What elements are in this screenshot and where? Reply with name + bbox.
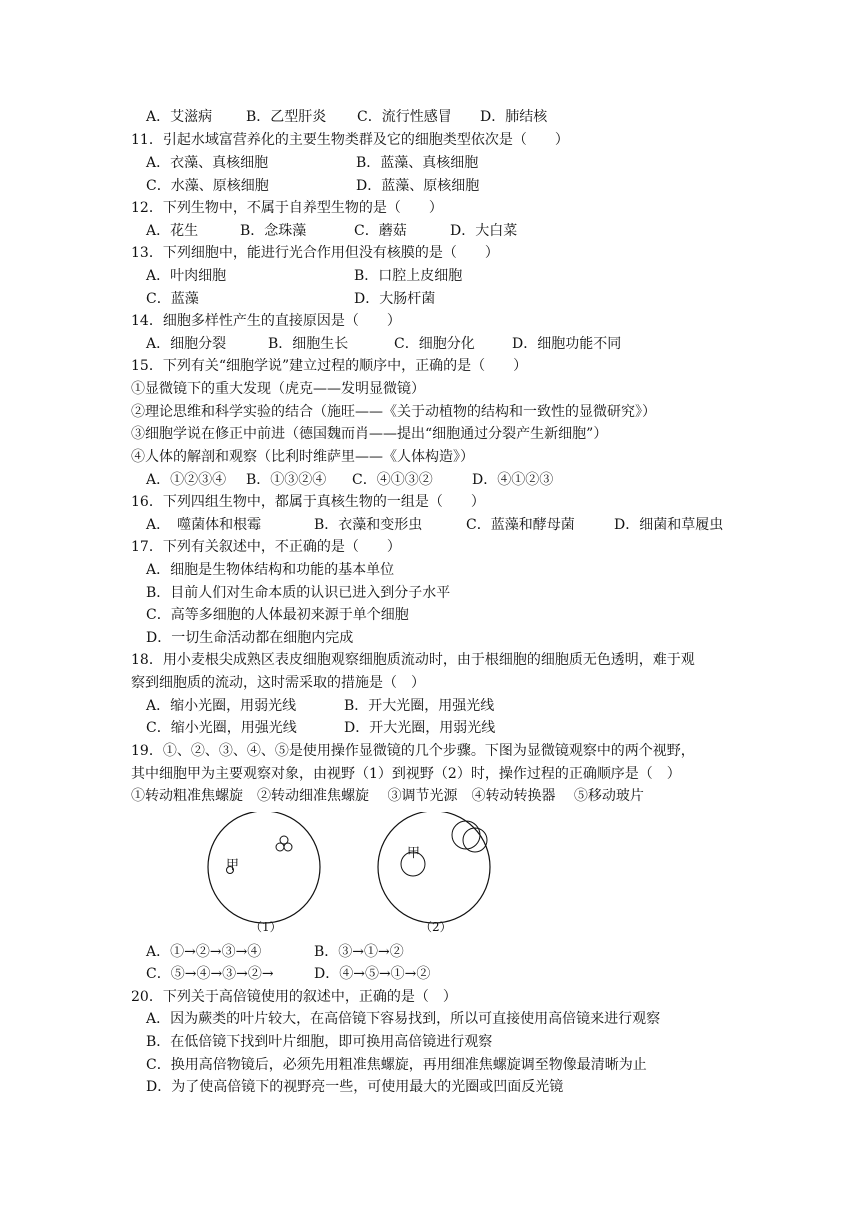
- q10-option-d: D．肺结核: [480, 109, 548, 125]
- q14-option-c: C．细胞分化: [394, 336, 475, 352]
- q13-option-a: A．叶肉细胞: [146, 268, 227, 284]
- field-2-label-jia: 甲: [407, 846, 421, 861]
- field-1-cell-right: [284, 843, 292, 851]
- field-2-caption: （2）: [420, 920, 452, 934]
- q12-option-a: A．花生: [146, 223, 199, 239]
- q19-stem-line-2: 其中细胞甲为主要观察对象，由视野（1）到视野（2）时，操作过程的正确顺序是（ ）: [131, 766, 681, 782]
- q20-option-b: B．在低倍镜下找到叶片细胞，即可换用高倍镜进行观察: [146, 1034, 493, 1050]
- q17-option-d: D．一切生命活动都在细胞内完成: [146, 630, 354, 646]
- q14-stem: 14．细胞多样性产生的直接原因是（ ）: [131, 313, 401, 329]
- q10-option-c: C．流行性感冒: [357, 109, 452, 125]
- q17-option-b: B．目前人们对生命本质的认识已进入到分子水平: [146, 585, 451, 601]
- field-1-circle: [208, 812, 320, 923]
- q15-option-c: C．④①③②: [352, 472, 433, 488]
- q15-option-d: D．④①②③: [472, 472, 554, 488]
- q15-stem: 15．下列有关“细胞学说”建立过程的顺序中，正确的是（ ）: [131, 358, 528, 374]
- q20-option-d: D．为了使高倍镜下的视野亮一些，可使用最大的光圈或凹面反光镜: [146, 1079, 564, 1095]
- q13-option-b: B．口腔上皮细胞: [354, 268, 463, 284]
- q18-option-c: C．缩小光圈，用强光线: [146, 720, 297, 736]
- q20-option-c: C．换用高倍物镜后，必须先用粗准焦螺旋，再用细准焦螺旋调至物像最清晰为止: [146, 1057, 647, 1073]
- q14-option-b: B．细胞生长: [268, 336, 349, 352]
- field-1-caption: （1）: [250, 920, 282, 934]
- field-2-circle: [378, 812, 490, 923]
- q19-option-c: C．⑤→④→③→②→: [146, 966, 274, 982]
- q15-option-b: B．①③②④: [246, 472, 327, 488]
- q11-option-d: D．蓝藻、原核细胞: [356, 178, 480, 194]
- q11-stem: 11．引起水域富营养化的主要生物类群及它的细胞类型依次是（ ）: [131, 132, 569, 148]
- q19-option-a: A．①→②→③→④: [146, 944, 262, 960]
- q18-option-a: A．缩小光圈，用弱光线: [146, 698, 297, 714]
- q17-stem: 17．下列有关叙述中，不正确的是（ ）: [131, 539, 401, 555]
- field-1-cell-left: [276, 843, 284, 851]
- q15-item-4: ④人体的解剖和观察（比利时维萨里——《人体构造》）: [131, 449, 474, 465]
- q12-option-d: D．大白菜: [450, 223, 518, 239]
- q12-stem: 12．下列生物中，不属于自养型生物的是（ ）: [131, 200, 443, 216]
- q13-stem: 13．下列细胞中，能进行光合作用但没有核膜的是（ ）: [131, 245, 499, 261]
- microscope-fields-figure: [200, 812, 500, 936]
- q17-option-a: A．细胞是生物体结构和功能的基本单位: [146, 562, 395, 578]
- field-2-cell-big: [452, 821, 480, 849]
- q11-option-b: B．蓝藻、真核细胞: [356, 155, 479, 171]
- q11-option-c: C．水藻、原核细胞: [146, 178, 269, 194]
- q15-item-3: ③细胞学说在修正中前进（德国魏而肖——提出“细胞通过分裂产生新细胞”）: [131, 426, 608, 442]
- q10-option-b: B．乙型肝炎: [246, 109, 327, 125]
- q19-stem-line-1: 19．①、②、③、④、⑤是使用操作显微镜的几个步骤。下图为显微镜观察中的两个视野，: [131, 743, 695, 759]
- q18-option-b: B．开大光圈，用强光线: [344, 698, 495, 714]
- q15-item-1: ①显微镜下的重大发现（虎克——发明显微镜）: [131, 381, 425, 397]
- q18-stem-line-1: 18．用小麦根尖成熟区表皮细胞观察细胞质流动时，由于根细胞的细胞质无色透明，难于观: [131, 652, 695, 668]
- q15-option-a: A．①②③④: [146, 472, 227, 488]
- q16-option-d: D．细菌和草履虫: [614, 517, 724, 533]
- q10-option-a: A．艾滋病: [146, 109, 213, 125]
- q16-option-c: C．蓝藻和酵母菌: [466, 517, 575, 533]
- field-1-label-jia: 甲: [226, 858, 240, 873]
- q17-option-c: C．高等多细胞的人体最初来源于单个细胞: [146, 607, 409, 623]
- q12-option-c: C．蘑菇: [354, 223, 407, 239]
- q19-option-b: B．③→①→②: [314, 944, 404, 960]
- fields-drawing: [200, 812, 500, 936]
- q19-steps: ①转动粗准焦螺旋 ②转动细准焦螺旋 ③调节光源 ④转动转换器 ⑤移动玻片: [131, 788, 644, 804]
- q15-item-2: ②理论思维和科学实验的结合（施旺——《关于动植物的结构和一致性的显微研究》）: [131, 404, 656, 420]
- q13-option-d: D．大肠杆菌: [354, 291, 436, 307]
- q18-option-d: D．开大光圈，用弱光线: [344, 720, 496, 736]
- q18-stem-line-2: 察到细胞质的流动，这时需采取的措施是（ ）: [131, 675, 425, 691]
- q11-option-a: A．衣藻、真核细胞: [146, 155, 269, 171]
- q12-option-b: B．念珠藻: [240, 223, 307, 239]
- q16-stem: 16．下列四组生物中，都属于真核生物的一组是（ ）: [131, 494, 485, 510]
- q14-option-d: D．细胞功能不同: [512, 336, 622, 352]
- q20-stem: 20．下列关于高倍镜使用的叙述中，正确的是（ ）: [131, 989, 457, 1005]
- q14-option-a: A．细胞分裂: [146, 336, 227, 352]
- q16-option-a: A． 噬菌体和根霉: [146, 517, 262, 533]
- q16-option-b: B．衣藻和变形虫: [314, 517, 423, 533]
- q13-option-c: C．蓝藻: [146, 291, 199, 307]
- q20-option-a: A．因为蕨类的叶片较大，在高倍镜下容易找到，所以可直接使用高倍镜来进行观察: [146, 1011, 661, 1027]
- q19-option-d: D．④→⑤→①→②: [314, 966, 431, 982]
